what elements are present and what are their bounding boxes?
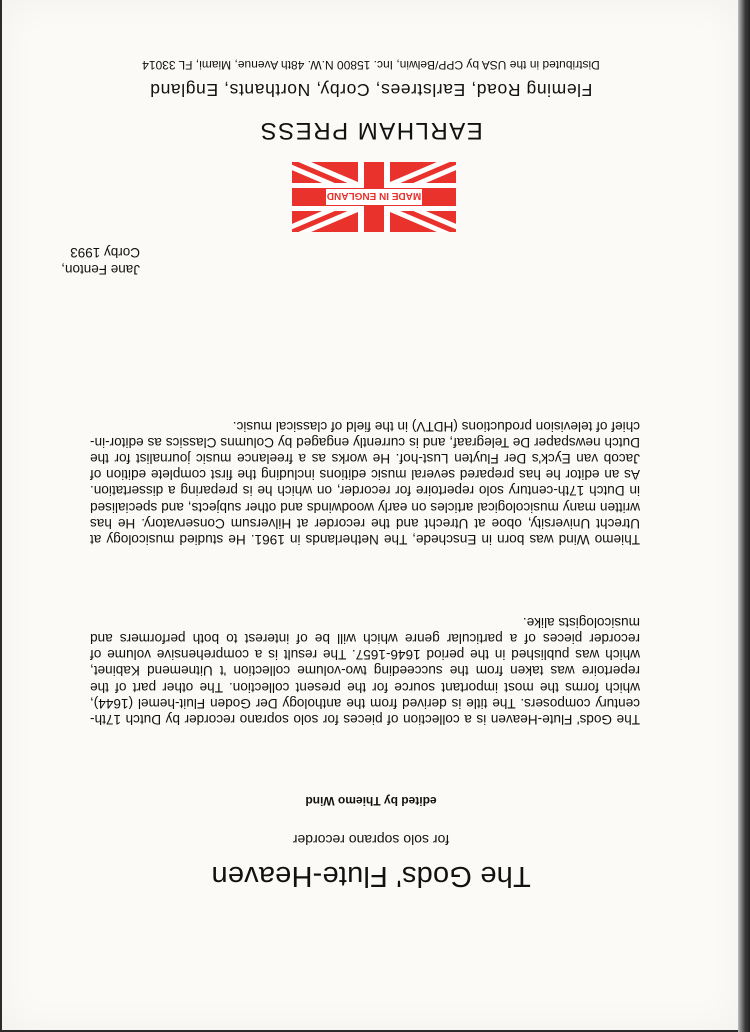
signature-block <box>61 244 140 278</box>
upside-down-page-content <box>2 0 740 1030</box>
biography-paragraph: Thiemo Wind was born in Enschede, The Netherlands in 1961. He studied musicology at Utrecht University, oboe at Utrecht and the recorder at Hilversum Conservatory. He has written many musicological articles on early woodwinds and other subjects, and specialised in Dutch 17th-century solo repertoire for recorder, on which he is preparing a dissertation. As an editor he has prepared several music editions including the first complete edition of Jacob van Eyck's Der Fluyten Lust-hof. He works as a freelance music journalist for the Dutch newspaper De Telegraaf, and is currently engaged by Columns Classics as editor-in-chief of television productions (HDTV) in the field of classical music. <box>90 418 640 547</box>
flag-label: MADE IN ENGLAND <box>326 190 422 201</box>
signature-name: Jane Fenton, <box>61 262 140 277</box>
description-paragraph: The Gods' Flute-Heaven is a collection of pieces for solo soprano recorder by Dutch 17th-century composers. The title is derived from the anthology Der Goden Fluit-hemel (1644), which forms the most important source for the present collection. The other part of the repertoire was taken from the succeeding two-volume collection 't Uitnemend Kabinet, which was published in the period 1646-1657. The result is a comprehensive volume of recorder pieces of a particular genre which will be of interest to both performers and musicologists alike. <box>90 614 640 727</box>
signature-place-date: Corby 1993 <box>70 245 140 260</box>
union-flag-made-in-england-icon <box>292 162 456 232</box>
publisher-name: EARLHAM PRESS <box>259 117 483 144</box>
book-title: The Gods' Flute-Heaven <box>211 860 531 892</box>
book-subtitle: for solo soprano recorder <box>292 832 450 848</box>
page-paper <box>2 0 740 1030</box>
distribution-note: Distributed in the USA by CPP/Belwin, Inc. 15800 N.W. 48th Avenue, Miami, FL 33014 <box>142 58 600 72</box>
editor-credit: edited by Thiemo Wind <box>305 794 437 808</box>
page-edge-shadow <box>738 0 750 1032</box>
publisher-address: Fleming Road, Earlstrees, Corby, Northants, England <box>149 80 593 100</box>
